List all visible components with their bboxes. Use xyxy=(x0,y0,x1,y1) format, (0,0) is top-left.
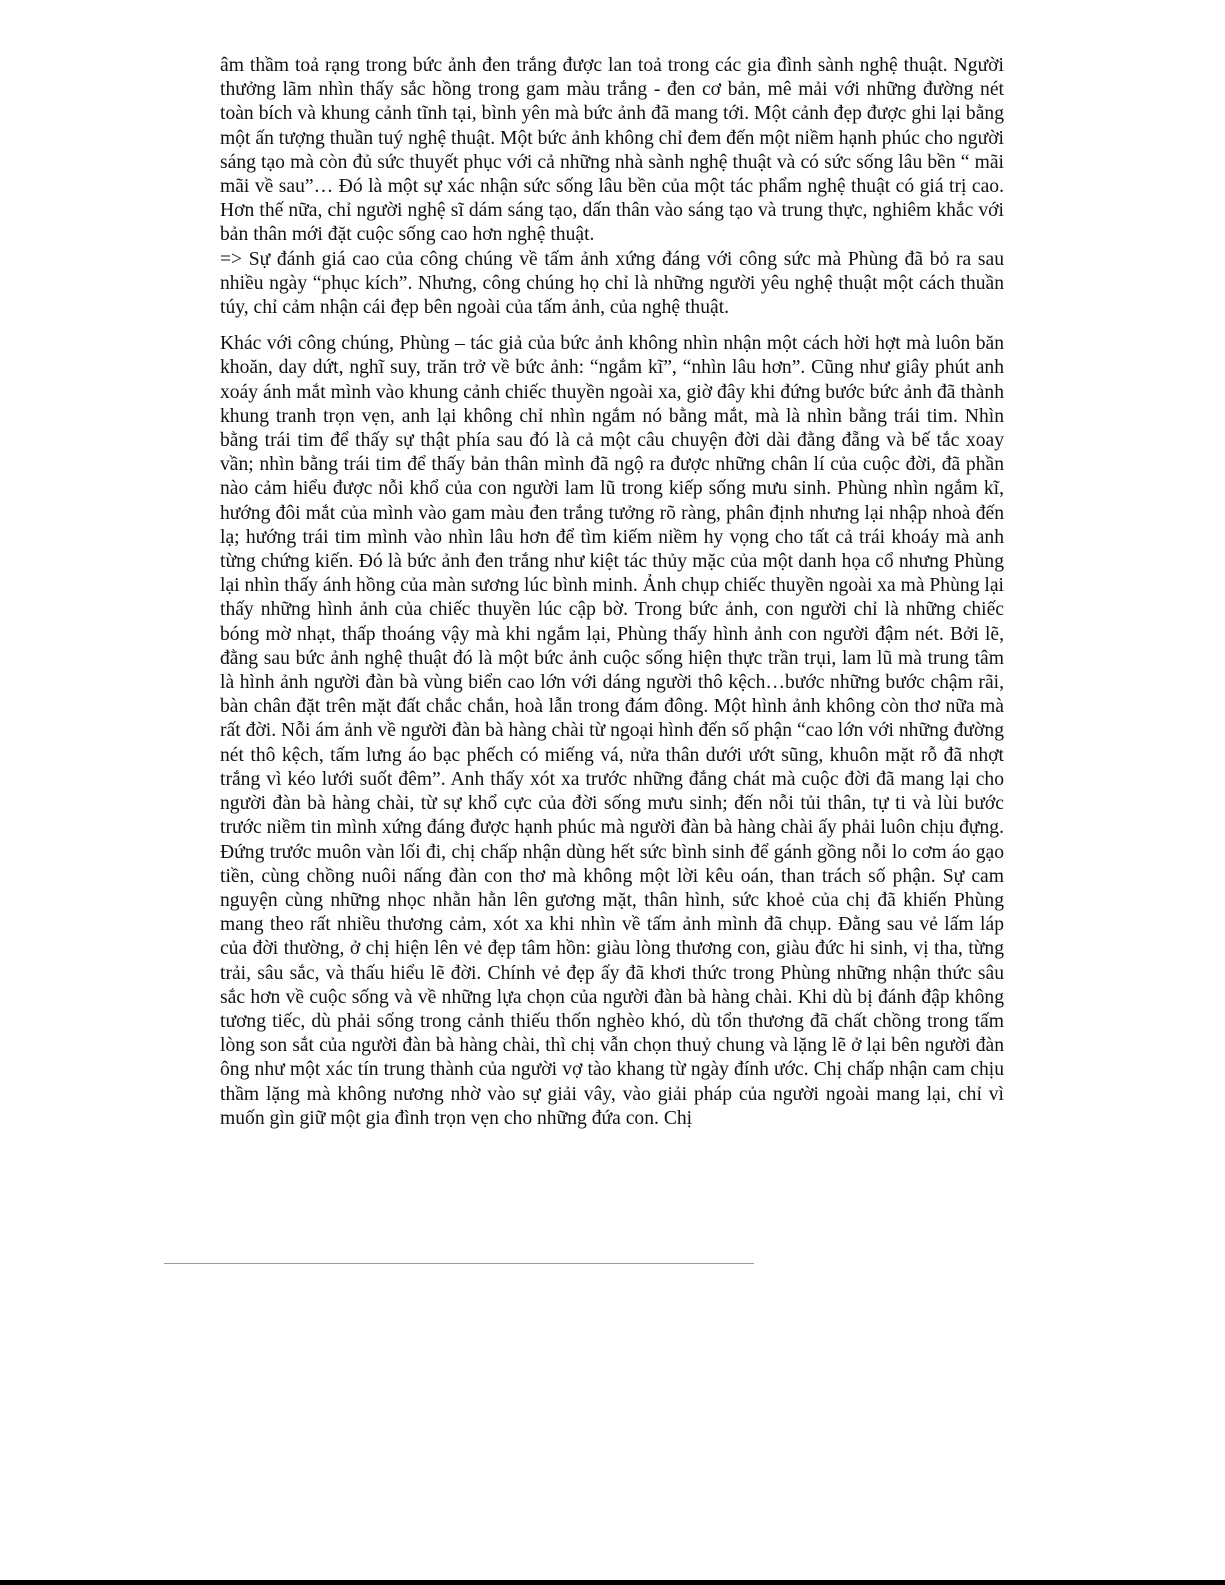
bottom-edge-bar xyxy=(0,1580,1225,1585)
paragraph-public-evaluation: => Sự đánh giá cao của công chúng về tấm ảnh xứng đáng với công sức mà Phùng đã bỏ ra sau nhiều ngày “phục kích”. Nhưng, công chúng họ chỉ là những người yêu nghệ thuật một cách thuần túy, chỉ cảm nhận cái đẹp bên ngoài của tấm ảnh, của nghệ thuật. xyxy=(220,248,1004,319)
document-body xyxy=(220,54,1004,1131)
paragraph-phung-reflection: Khác với công chúng, Phùng – tác giả của bức ảnh không nhìn nhận một cách hời hợt mà luôn băn khoăn, day dứt, nghĩ suy, trăn trở về bức ảnh: “ngắm kĩ”, “nhìn lâu hơn”. Cũng như giây phút anh xoáy ánh mắt mình vào khung cảnh chiếc thuyền ngoài xa, giờ đây khi đứng bước bức ảnh đã thành khung tranh trọn vẹn, anh lại không chỉ nhìn ngắm nó bằng mắt, mà là nhìn bằng trái tim. Nhìn bằng trái tim để thấy sự thật phía sau đó là cả một câu chuyện đời dài đằng đẵng và bế tắc xoay vần; nhìn bằng trái tim để thấy bản thân mình đã ngộ ra được những chân lí của cuộc đời, đã phần nào cảm hiểu được nỗi khổ của con người lam lũ trong kiếp sống mưu sinh. Phùng nhìn ngắm kĩ, hướng đôi mắt của mình vào gam màu đen trắng tưởng rõ ràng, phân định nhưng lại nhập nhoà đến lạ; hướng trái tim mình vào nhìn lâu hơn để tìm kiếm niềm hy vọng cho tất cả trái khoáy mà anh từng chứng kiến. Đó là bức ảnh đen trắng như kiệt tác thủy mặc của một danh họa cổ nhưng Phùng lại nhìn thấy ánh hồng của màn sương lúc bình minh. Ảnh chụp chiếc thuyền ngoài xa mà Phùng lại thấy những hình ảnh của chiếc thuyền lúc cập bờ. Trong bức ảnh, con người chỉ là những chiếc bóng mờ nhạt, thấp thoáng vậy mà khi ngắm lại, Phùng thấy hình ảnh con người đậm nét. Bởi lẽ, đằng sau bức ảnh nghệ thuật đó là một bức ảnh cuộc sống hiện thực trần trụi, lam lũ mà trung tâm là hình ảnh người đàn bà vùng biển cao lớn với dáng người thô kệch…bước những bước chậm rãi, bàn chân đặt trên mặt đất chắc chắn, hoà lẫn trong đám đông. Một hình ảnh không còn thơ nữa mà rất đời. Nỗi ám ảnh về người đàn bà hàng chài từ ngoại hình đến số phận “cao lớn với những đường nét thô kệch, tấm lưng áo bạc phếch có miếng vá, nửa thân dưới ướt sũng, khuôn mặt rỗ đã nhợt trắng vì kéo lưới suốt đêm”. Anh thấy xót xa trước những đắng chát mà cuộc đời đã mang lại cho người đàn bà hàng chài, từ sự khổ cực của đời sống mưu sinh; đến nỗi tủi thân, tự ti và lùi bước trước niềm tin mình xứng đáng được hạnh phúc mà người đàn bà hàng chài ấy phải luôn chịu đựng. Đứng trước muôn vàn lối đi, chị chấp nhận dùng hết sức bình sinh để gánh gồng nỗi lo cơm áo gạo tiền, cùng chồng nuôi nấng đàn con thơ mà không một lời kêu oán, than trách số phận. Sự cam nguyện cùng những nhọc nhằn hằn lên gương mặt, thân hình, sức khoẻ của chị đã khiến Phùng mang theo rất nhiều thương cảm, xót xa khi nhìn về tấm ảnh mình đã chụp. Đằng sau vẻ lấm láp của đời thường, ở chị hiện lên vẻ đẹp tâm hồn: giàu lòng thương con, giàu đức hi sinh, vị tha, từng trải, sâu sắc, và thấu hiểu lẽ đời. Chính vẻ đẹp ấy đã khơi thức trong Phùng những nhận thức sâu sắc hơn về cuộc sống và về những lựa chọn của người đàn bà hàng chài. Khi dù bị đánh đập không tương tiếc, dù phải sống trong cảnh thiếu thốn nghèo khó, dù tổn thương đã chất chồng trong tấm lòng son sắt của người đàn bà hàng chài, thì chị vẫn chọn thuỷ chung và lặng lẽ ở lại bên người đàn ông như một xác tín trung thành của người vợ tào khang từ ngày đính ước. Chị chấp nhận cam chịu thầm lặng mà không nương nhờ vào sự giải vây, vào giải pháp của người ngoài mang lại, chỉ vì muốn gìn giữ một gia đình trọn vẹn cho những đứa con. Chị xyxy=(220,333,1004,1129)
paragraph-art-appreciation: âm thầm toả rạng trong bức ảnh đen trắng được lan toả trong các gia đình sành nghệ thuật. Người thưởng lãm nhìn thấy sắc hồng trong gam màu trắng - đen cơ bản, mê mải với những đường nét toàn bích và khung cảnh tĩnh tại, bình yên mà bức ảnh đã mang tới. Một cảnh đẹp được ghi lại bằng một ấn tượng thuần tuý nghệ thuật. Một bức ảnh không chỉ đem đến một niềm hạnh phúc cho người sáng tạo mà còn đủ sức thuyết phục với cả những nhà sành nghệ thuật và có sức sống lâu bền “ mãi mãi về sau”… Đó là một sự xác nhận sức sống lâu bền của một tác phẩm nghệ thuật có giá trị cao. Hơn thế nữa, chỉ người nghệ sĩ dám sáng tạo, dấn thân vào sáng tạo và trung thực, nghiêm khắc với bản thân mới đặt cuộc sống cao hơn nghệ thuật. xyxy=(220,55,1004,246)
footer-divider xyxy=(164,1263,754,1264)
